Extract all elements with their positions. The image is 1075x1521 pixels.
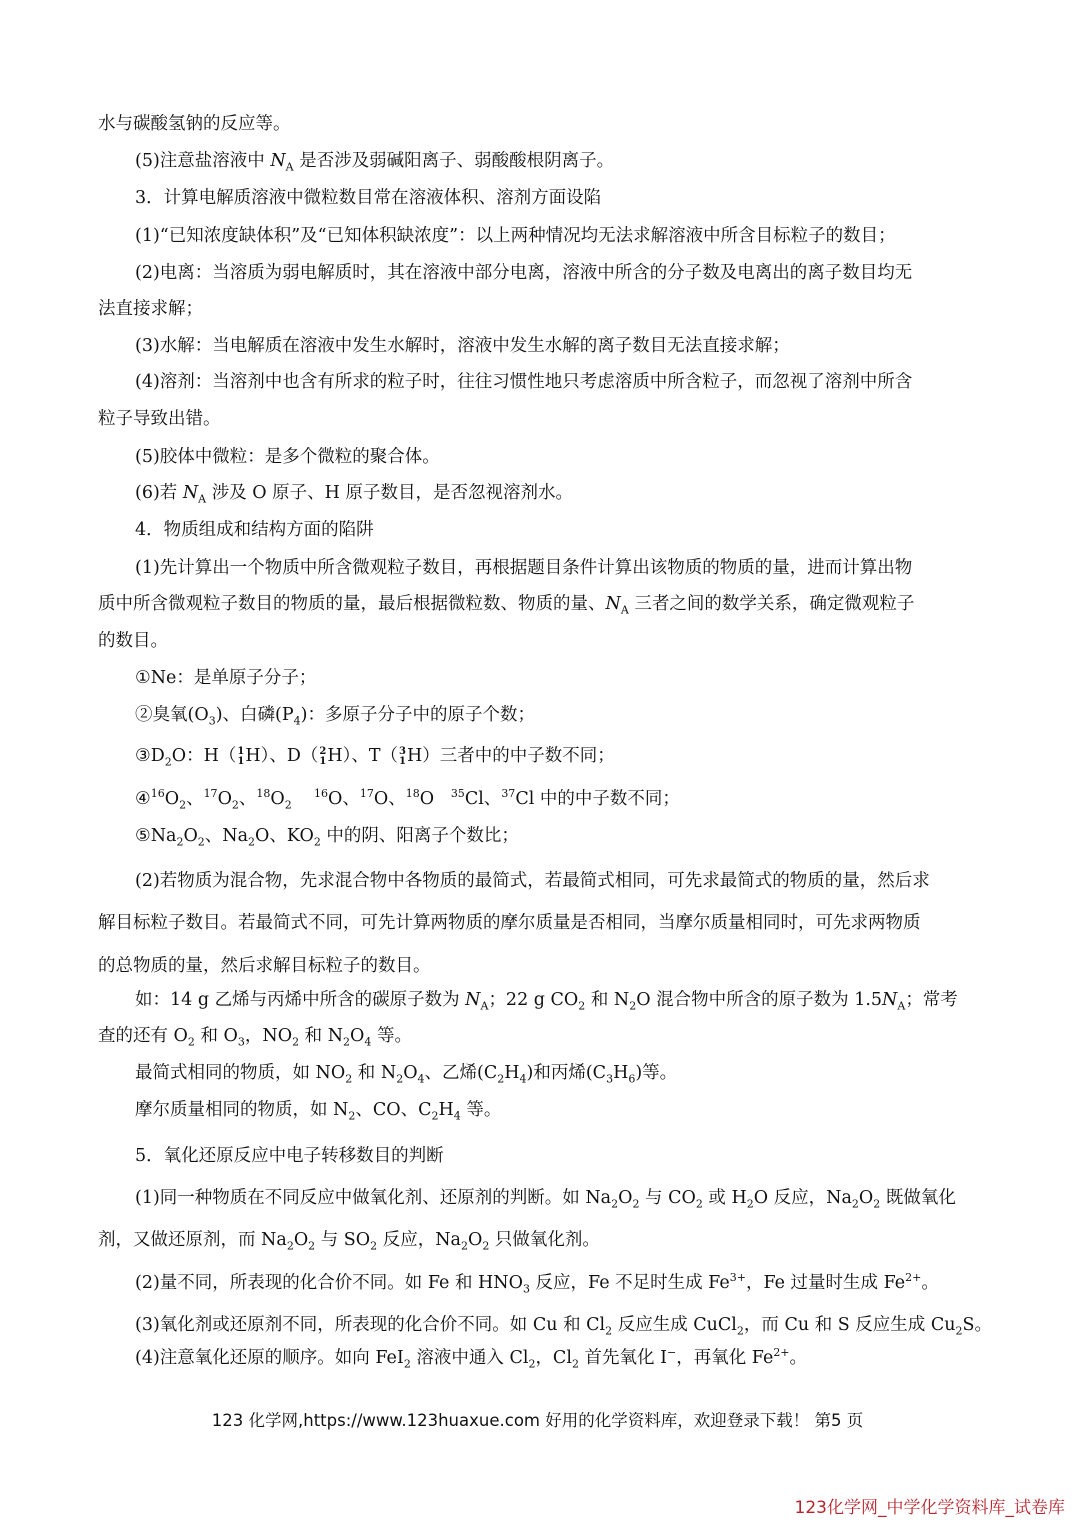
text-line: $③D_2O$：H（ 1 1 H）、D（ 2 1 H）、T（ 3 1 H）三者中的中子数不同； — [135, 745, 615, 769]
text-line: (3)水解：当电解质在溶液中发生水解时，溶液中发生水解的离子数目无法直接求解； — [135, 336, 790, 356]
page-footer: 123 化学网,https://www.123huaxue.com 好用的化学资料库，欢迎登录下载！ 第5 页 — [211, 1411, 864, 1430]
text-line: (5)胶体中微粒：是多个微粒的聚合体。 — [135, 447, 440, 467]
text-line: 查的还有 $O_2$ 和 $O_3$，$NO_2$ 和 $N_2O_4$ 等。 — [98, 1026, 412, 1049]
text-line: (4)溶剂：当溶剂中也含有所求的粒子时，往往习惯性地只考虑溶质中所含粒子，而忽视了溶剂中所含 — [135, 372, 913, 392]
text-line: (1)同一种物质在不同反应中做氧化剂、还原剂的判断。如 $Na_2O_2$ 与 $CO_2$ 或 $H_2O$ 反应，$Na_2O_2$ 既做氧化 — [135, 1188, 956, 1211]
text-line: (1)先计算出一个物质中所含微观粒子数目，再根据题目条件计算出该物质的物质的量，进而计算出物 — [135, 558, 913, 578]
watermark: 123化学网_中学化学资料库_试卷库 — [794, 1498, 1065, 1518]
text-line: 最简式相同的物质，如 $NO_2$ 和 $N_2O_4$、乙烯$(C_2H_4)$和丙烯$(C_3H_6)$等。 — [135, 1063, 678, 1086]
section-heading: 4．物质组成和结构方面的陷阱 — [135, 520, 374, 540]
text-line: (2)电离：当溶质为弱电解质时，其在溶液中部分电离，溶液中所含的分子数及电离出的离子数目均无 — [135, 263, 913, 283]
text-line: 解目标粒子数目。若最简式不同，可先计算两物质的摩尔质量是否相同，当摩尔质量相同时，可先求两物质 — [98, 913, 921, 933]
text-line: (5)注意盐溶液中 $N_A$ 是否涉及弱碱阳离子、弱酸酸根阴离子。 — [135, 151, 615, 174]
text-line: (6)若 $N_A$ 涉及 O 原子、H 原子数目，是否忽视溶剂水。 — [135, 483, 573, 506]
text-line: (3)氧化剂或还原剂不同，所表现的化合价不同。如 Cu 和 $Cl_2$ 反应生成 CuCl$_2$，而 Cu 和 S 反应生成 $Cu_2S$。 — [135, 1315, 993, 1338]
text-line: 水与碳酸氢钠的反应等。 — [98, 114, 291, 134]
text-line: $④^{16}O_2$、$^{17}O_2$、$^{18}O_2$ $^{16}$O、$^{17}$O、$^{18}$O $^{35}$Cl、$^{37}$Cl 中的中子数不同； — [135, 787, 680, 812]
section-heading: 3．计算电解质溶液中微粒数目常在溶液体积、溶剂方面设陷 — [135, 188, 602, 208]
section-heading: 5．氧化还原反应中电子转移数目的判断 — [135, 1146, 444, 1166]
text-line: (2)量不同，所表现的化合价不同。如 Fe 和 $HNO_3$ 反应，Fe 不足时生成 $Fe^{3+}$，Fe 过量时生成 $Fe^{2+}$。 — [135, 1271, 939, 1296]
text-line: ②臭氧$(O_3)$、白磷$(P_4)$：多原子分子中的原子个数； — [135, 705, 535, 728]
text-line: 的总物质的量，然后求解目标粒子的数目。 — [98, 956, 431, 976]
text-line: 如：14 g 乙烯与丙烯中所含的碳原子数为 $N_A$；22 g $CO_2$ 和 $N_2O$ 混合物中所含的原子数为 $1.5N_A$；常考 — [135, 990, 958, 1013]
text-line: 法直接求解； — [98, 299, 203, 319]
text-line: (4)注意氧化还原的顺序。如向 FeI$_2$ 溶液中通入 $Cl_2$，$Cl_2$ 首先氧化 I−，再氧化 $Fe^{2+}$。 — [135, 1346, 808, 1371]
text-line: 粒子导致出错。 — [98, 409, 221, 429]
text-line: (2)若物质为混合物，先求混合物中各物质的最简式，若最简式相同，可先求最简式的物质的量，然后求 — [135, 871, 930, 891]
text-line: $⑤Na_2O_2$、$Na_2O$、$KO_2$ 中的阴、阳离子个数比； — [135, 826, 519, 849]
text-line: ①Ne：是单原子分子； — [135, 668, 317, 688]
text-line: 质中所含微观粒子数目的物质的量，最后根据微粒数、物质的量、$N_A$ 三者之间的数学关系，确定微观粒子 — [98, 594, 915, 617]
text-line: 的数目。 — [98, 631, 168, 651]
text-line: 剂，又做还原剂，而 $Na_2O_2$ 与 $SO_2$ 反应，$Na_2O_2$ 只做氧化剂。 — [98, 1230, 600, 1253]
text-line: (1)“已知浓度缺体积”及“已知体积缺浓度”：以上两种情况均无法求解溶液中所含目标粒子的数目； — [135, 226, 896, 246]
text-line: 摩尔质量相同的物质，如 $N_2$、CO、$C_2H_4$ 等。 — [135, 1100, 502, 1123]
